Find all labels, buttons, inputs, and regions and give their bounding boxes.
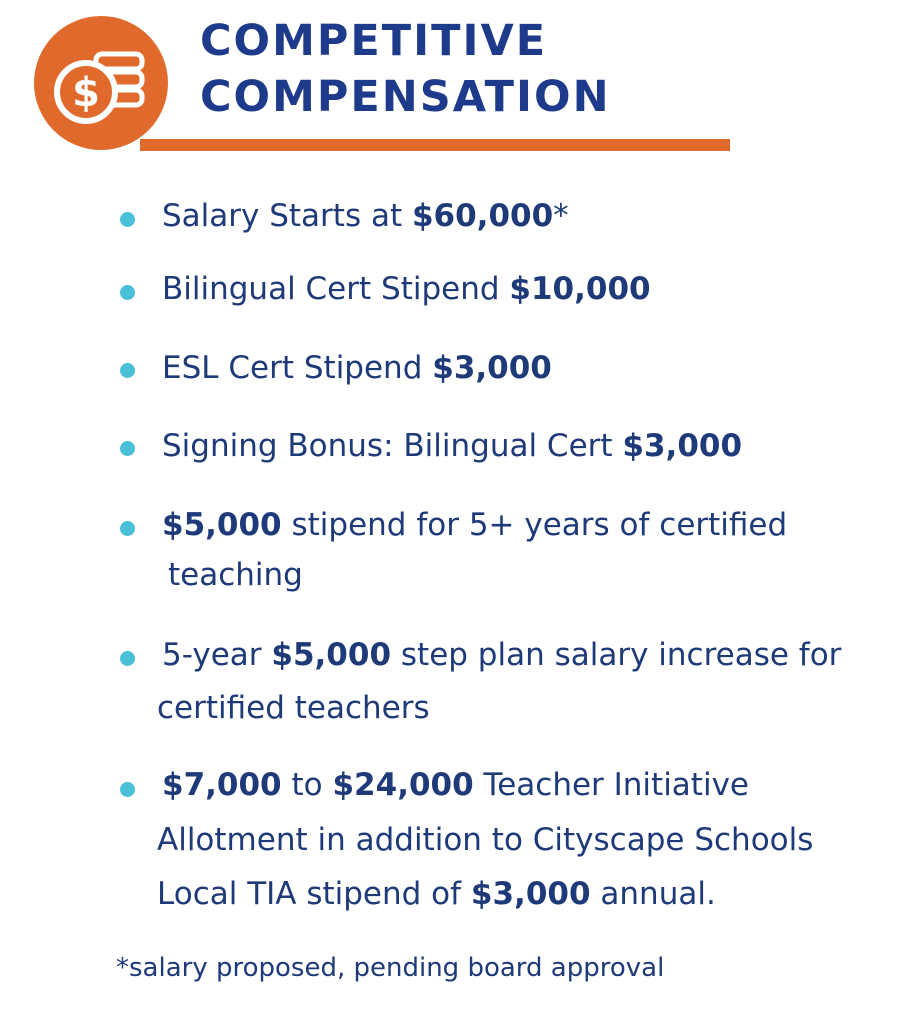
benefit-experience-text-line2: teaching bbox=[168, 557, 303, 593]
tia-amount-high: $24,000 bbox=[332, 767, 474, 803]
title-line-2: COMPENSATION bbox=[200, 72, 611, 122]
benefit-esl-text: ESL Cert Stipend $3,000 bbox=[162, 350, 552, 386]
benefit-signing-text: Signing Bonus: Bilingual Cert $3,000 bbox=[162, 428, 743, 464]
benefit-tia-text-line2: Allotment in addition to Cityscape Schools bbox=[157, 822, 814, 858]
experience-amount: $5,000 bbox=[162, 507, 282, 543]
benefit-tia-text-line3: Local TIA stipend of $3,000 annual. bbox=[157, 876, 716, 912]
bullet-icon bbox=[120, 782, 135, 797]
compensation-badge bbox=[34, 16, 168, 150]
footnote: *salary proposed, pending board approval bbox=[116, 953, 665, 983]
bullet-icon bbox=[120, 651, 135, 666]
bilingual-amount: $10,000 bbox=[509, 271, 651, 307]
benefit-experience-text: $5,000 stipend for 5+ years of certified bbox=[162, 507, 788, 543]
benefit-tia-text: $7,000 to $24,000 Teacher Initiative bbox=[162, 767, 749, 803]
esl-amount: $3,000 bbox=[432, 350, 552, 386]
tia-local-amount: $3,000 bbox=[470, 876, 591, 912]
step-plan-amount: $5,000 bbox=[271, 637, 392, 673]
bullet-icon bbox=[120, 363, 135, 378]
bullet-icon bbox=[120, 285, 135, 300]
header-underline bbox=[140, 139, 730, 151]
bullet-icon bbox=[120, 212, 135, 227]
bullet-icon bbox=[120, 441, 135, 456]
signing-amount: $3,000 bbox=[622, 428, 743, 464]
header bbox=[0, 0, 920, 170]
benefit-bilingual-text: Bilingual Cert Stipend $10,000 bbox=[162, 271, 651, 307]
dollar-coins-icon bbox=[34, 16, 168, 150]
benefit-salary-text: Salary Starts at $60,000* bbox=[162, 198, 569, 234]
svg-text:$: $ bbox=[72, 70, 100, 116]
bullet-icon bbox=[120, 521, 135, 536]
benefit-step-plan-text-line2: certified teachers bbox=[157, 690, 430, 726]
benefit-step-plan-text: 5-year $5,000 step plan salary increase for bbox=[162, 637, 842, 673]
salary-amount: $60,000 bbox=[411, 198, 554, 234]
title-line-1: COMPETITIVE bbox=[200, 16, 548, 66]
tia-amount-low: $7,000 bbox=[162, 767, 282, 803]
